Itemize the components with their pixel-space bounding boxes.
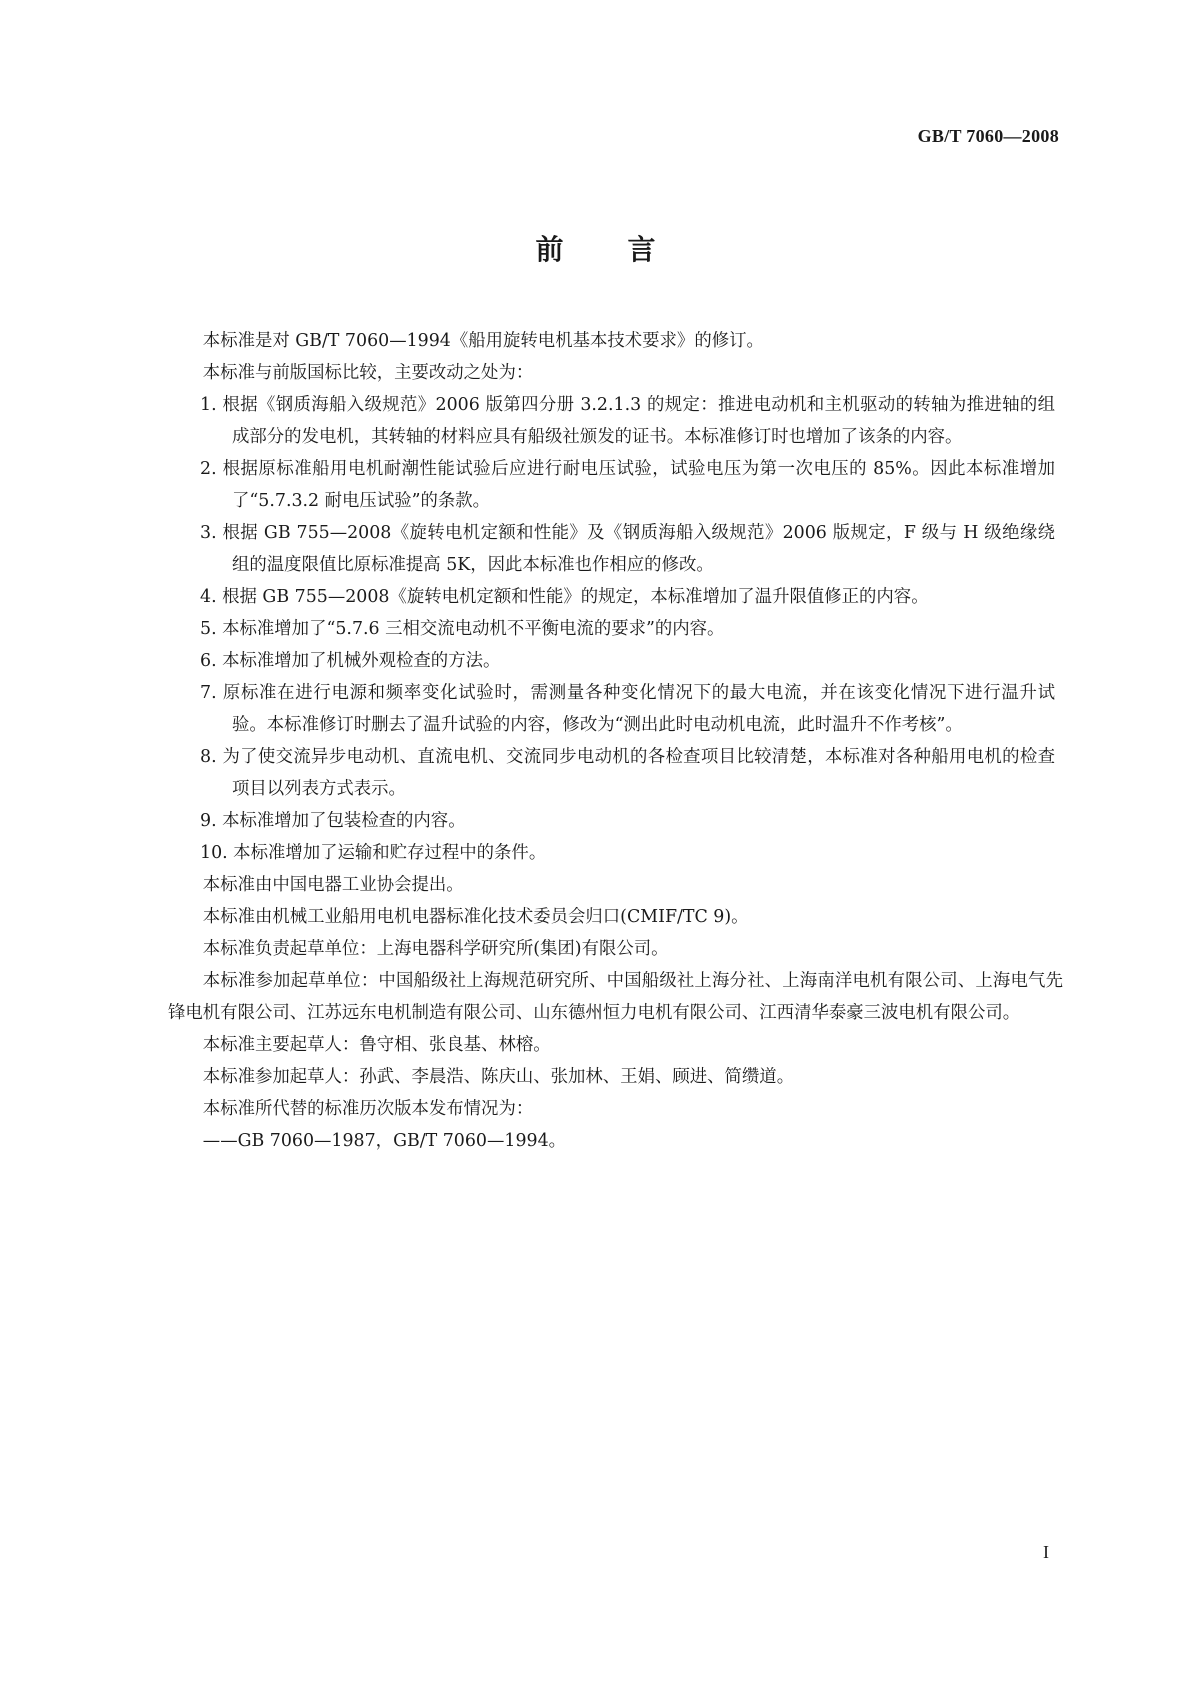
- main-drafters: 本标准主要起草人：鲁守相、张良基、林榕。: [202, 1035, 551, 1055]
- change-item-4: 4. 根据 GB 755—2008《旋转电机定额和性能》的规定，本标准增加了温升限值修正的内容。: [200, 587, 929, 607]
- change-item-5: 5. 本标准增加了“5.7.6 三相交流电动机不平衡电流的要求”的内容。: [200, 619, 725, 639]
- proposed-by: 本标准由中国电器工业协会提出。: [202, 875, 464, 895]
- change-item-6: 6. 本标准增加了机械外观检查的方法。: [200, 651, 501, 671]
- intro-changes-lead: 本标准与前版国标比较，主要改动之处为：: [202, 363, 534, 383]
- foreword-body: [168, 325, 1063, 1157]
- change-item-8: 8. 为了使交流异步电动机、直流电机、交流同步电动机的各检查项目比较清楚，本标准对各种船用电机的检查项目以列表方式表示。: [200, 747, 1055, 799]
- change-item-9: 9. 本标准增加了包装检查的内容。: [200, 811, 466, 831]
- standard-number: GB/T 7060—2008: [917, 126, 1059, 146]
- participating-drafters: 本标准参加起草人：孙武、李晨浩、陈庆山、张加林、王娟、顾进、简缵道。: [202, 1067, 795, 1087]
- participating-units: 本标准参加起草单位：中国船级社上海规范研究所、中国船级社上海分社、上海南洋电机有限公司、上海电气先锋电机有限公司、江苏远东电机制造有限公司、山东德州恒力电机有限公司、江西清华泰豪三波电机有限公司。: [168, 971, 1063, 1023]
- history-versions: ——GB 7060—1987，GB/T 7060—1994。: [202, 1131, 567, 1151]
- change-item-3: 3. 根据 GB 755—2008《旋转电机定额和性能》及《钢质海船入级规范》2006 版规定，F 级与 H 级绝缘绕组的温度限值比原标准提高 5K，因此本标准也作相应的修改。: [200, 523, 1055, 575]
- responsible-drafter: 本标准负责起草单位：上海电器科学研究所(集团)有限公司。: [202, 939, 669, 959]
- change-item-1: 1. 根据《钢质海船入级规范》2006 版第四分册 3.2.1.3 的规定：推进电动机和主机驱动的转轴为推进轴的组成部分的发电机，其转轴的材料应具有船级社颁发的证书。本标准修订时也增加了该条的内容。: [200, 395, 1055, 447]
- centralized-by: 本标准由机械工业船用电机电器标准化技术委员会归口(CMIF/TC 9)。: [202, 907, 749, 927]
- change-item-10: 10. 本标准增加了运输和贮存过程中的条件。: [200, 843, 547, 863]
- page-number: I: [1043, 1542, 1049, 1562]
- intro-revision: 本标准是对 GB/T 7060—1994《船用旋转电机基本技术要求》的修订。: [202, 331, 764, 351]
- history-intro: 本标准所代替的标准历次版本发布情况为：: [202, 1099, 534, 1119]
- page-title: 前言: [535, 233, 720, 266]
- change-item-2: 2. 根据原标准船用电机耐潮性能试验后应进行耐电压试验，试验电压为第一次电压的 85%。因此本标准增加了“5.7.3.2 耐电压试验”的条款。: [200, 459, 1055, 511]
- change-item-7: 7. 原标准在进行电源和频率变化试验时，需测量各种变化情况下的最大电流，并在该变化情况下进行温升试验。本标准修订时删去了温升试验的内容，修改为“测出此时电动机电流，此时温升不作考核”。: [200, 683, 1055, 735]
